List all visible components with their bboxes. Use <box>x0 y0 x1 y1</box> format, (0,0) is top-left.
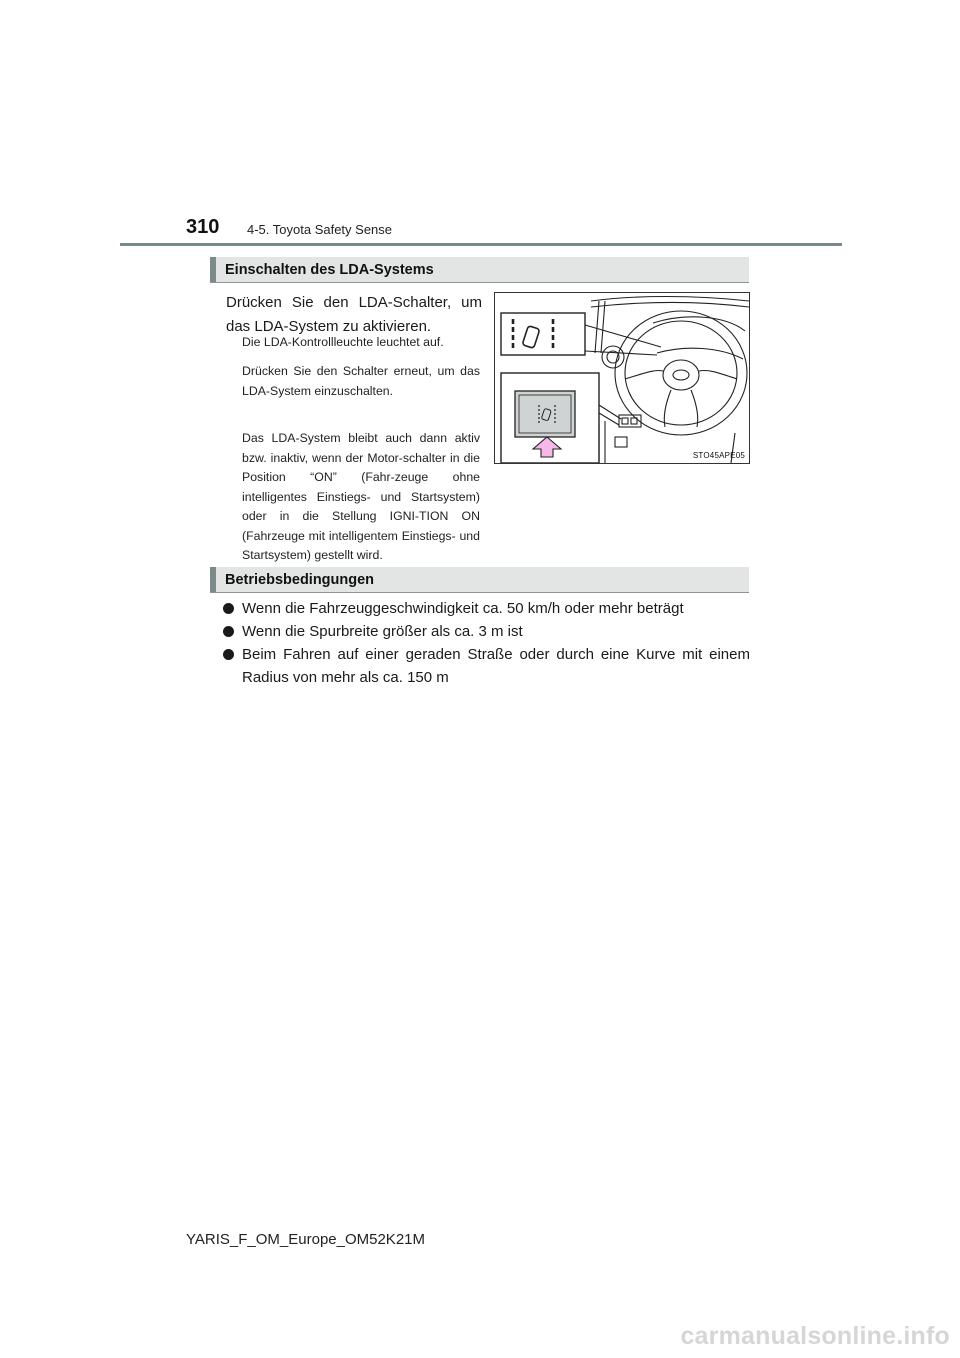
section-title: 4-5. Toyota Safety Sense <box>247 222 393 237</box>
list-item <box>222 644 750 689</box>
bullet-icon <box>223 603 234 614</box>
list-item <box>222 598 750 621</box>
figure-label: STO45APE05 <box>692 451 745 460</box>
note-3: Das LDA-System bleibt auch dann aktiv bzw. inaktiv, wenn der Motor-schalter in die Position “ON” (Fahr-zeuge ohne intelligentes Einstiegs- und Startsystem) oder in die Stellung IGNI-TION ON (Fahrzeuge mit intelligentem Einstiegs- und Startsystem) gestellt wird. <box>242 431 480 562</box>
intro-text: Drücken Sie den LDA-Schalter, um das LDA-System zu aktivieren. <box>226 294 482 335</box>
note-1: Die LDA-Kontrollleuchte leuchtet auf. <box>242 335 444 349</box>
conditions-list <box>222 598 750 690</box>
heading-marker <box>210 567 216 592</box>
note-2: Drücken Sie den Schalter erneut, um das LDA-System einzuschalten. <box>242 364 480 398</box>
bullet-icon <box>223 649 234 660</box>
page-number: 310 <box>186 216 220 238</box>
list-item-text: Beim Fahren auf einer geraden Straße oder durch eine Kurve mit einem Radius von mehr als ca. 150 m <box>242 646 750 686</box>
footer-doc-id: YARIS_F_OM_Europe_OM52K21M <box>186 1231 425 1248</box>
lda-switch-figure <box>494 292 750 464</box>
press-arrow-icon <box>533 437 561 457</box>
list-item-text: Wenn die Fahrzeuggeschwindigkeit ca. 50 km/h oder mehr beträgt <box>242 600 684 617</box>
heading-label: Betriebsbedingungen <box>225 572 375 588</box>
heading-lda-activation <box>210 257 749 283</box>
header-rule <box>120 243 842 246</box>
heading-marker <box>210 257 216 282</box>
bullet-icon <box>223 626 234 637</box>
list-item-text: Wenn die Spurbreite größer als ca. 3 m ist <box>242 623 523 640</box>
list-item <box>222 621 750 644</box>
dashboard-illustration <box>495 293 749 463</box>
heading-operating-conditions <box>210 567 749 593</box>
heading-label: Einschalten des LDA-Systems <box>225 262 434 278</box>
watermark: carmanualsonline.info <box>680 1322 950 1350</box>
